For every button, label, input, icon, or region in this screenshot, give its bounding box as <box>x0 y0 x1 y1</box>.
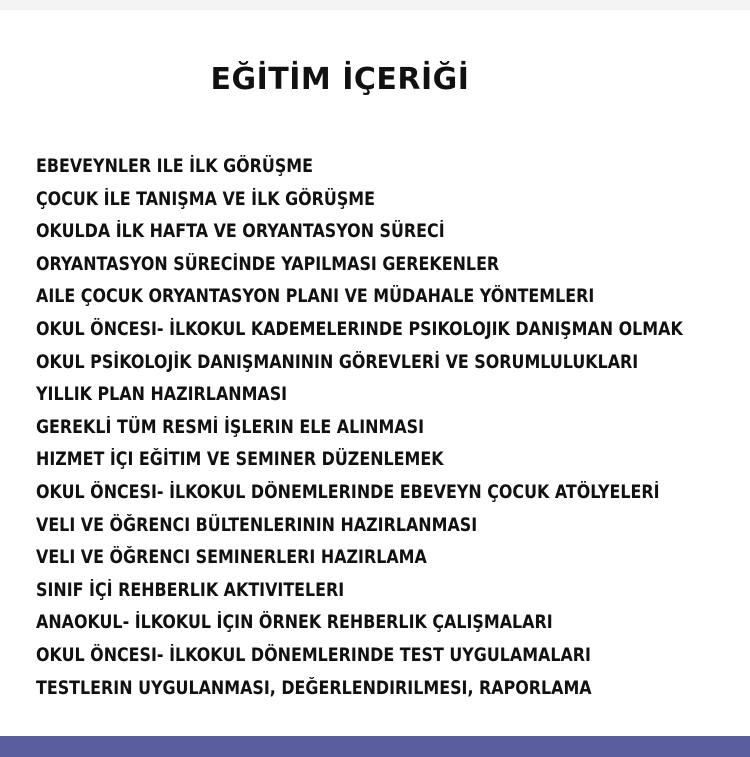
list-item: AILE ÇOCUK ORYANTASYON PLANI VE MÜDAHALE YÖNTEMLERI <box>36 286 595 308</box>
list-item: VELI VE ÖĞRENCI BÜLTENLERININ HAZIRLANMASI <box>36 514 478 536</box>
list-item: ANAOKUL- İLKOKUL İÇIN ÖRNEK REHBERLIK ÇALIŞMALARI <box>36 612 553 634</box>
list-item: EBEVEYNLER ILE İLK GÖRÜŞME <box>36 156 313 177</box>
list-item: OKUL ÖNCESI- İLKOKUL DÖNEMLERINDE EBEVEYN ÇOCUK ATÖLYELERİ <box>36 481 660 503</box>
training-content-list <box>36 151 736 705</box>
top-band <box>0 0 750 10</box>
bottom-bar <box>0 736 750 757</box>
list-item: OKULDA İLK HAFTA VE ORYANTASYON SÜRECİ <box>36 221 445 243</box>
list-item: ORYANTASYON SÜRECİNDE YAPILMASI GEREKENLER <box>36 253 500 275</box>
list-item: SINIF İÇİ REHBERLIK AKTIVITELERI <box>36 579 345 601</box>
list-item: VELI VE ÖĞRENCI SEMINERLERI HAZIRLAMA <box>36 547 427 569</box>
list-item: TESTLERIN UYGULANMASI, DEĞERLENDIRILMESI, RAPORLAMA <box>36 677 592 699</box>
page-title: EĞİTİM İÇERİĞİ <box>210 62 470 97</box>
list-item: HIZMET İÇI EĞİTIM VE SEMINER DÜZENLEMEK <box>36 449 444 471</box>
list-item: ÇOCUK İLE TANIŞMA VE İLK GÖRÜŞME <box>36 188 376 210</box>
list-item: OKUL PSİKOLOJİK DANIŞMANININ GÖREVLERİ VE SORUMLULUKLARI <box>36 351 639 373</box>
list-item: GEREKLİ TÜM RESMİ İŞLERIN ELE ALINMASI <box>36 416 425 438</box>
content-card <box>0 10 750 736</box>
list-item: OKUL ÖNCESI- İLKOKUL DÖNEMLERINDE TEST UYGULAMALARI <box>36 644 591 666</box>
list-item: YILLIK PLAN HAZIRLANMASI <box>36 384 288 406</box>
list-item: OKUL ÖNCESI- İLKOKUL KADEMELERINDE PSIKOLOJIK DANIŞMAN OLMAK <box>36 318 683 340</box>
